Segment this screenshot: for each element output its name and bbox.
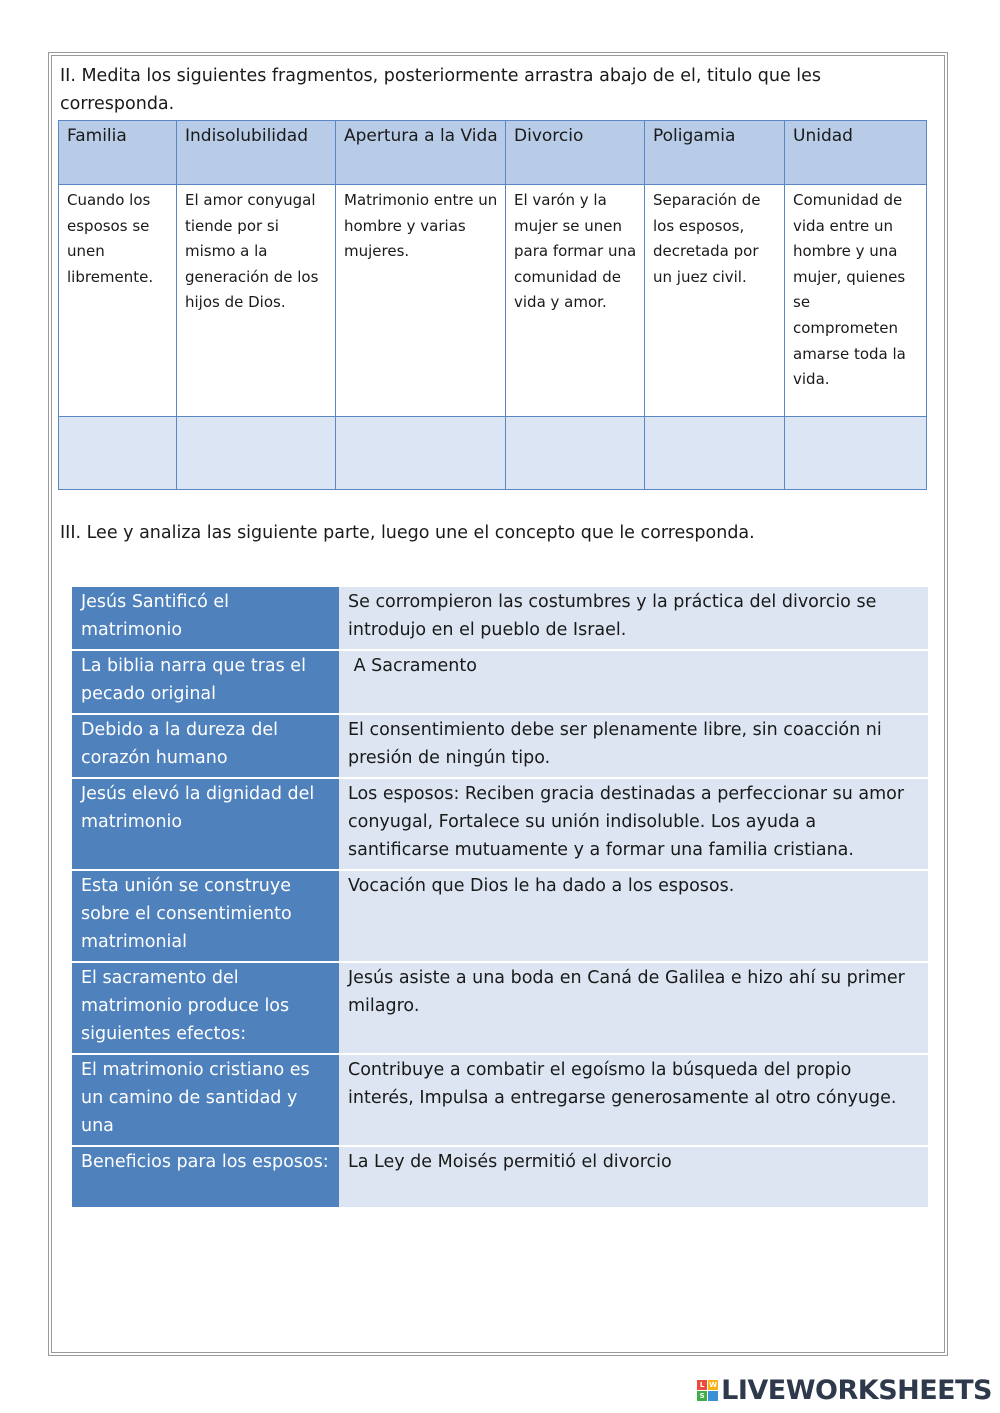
section-2-instruction: II. Medita los siguientes fragmentos, posteriormente arrastra abajo de el, titulo que les corresponda. (60, 66, 822, 114)
title-option-unidad[interactable]: Unidad (785, 121, 927, 185)
title-option-indisolubilidad[interactable]: Indisolubilidad (177, 121, 336, 185)
drop-zone-2[interactable] (177, 417, 336, 490)
title-option-poligamia[interactable]: Poligamia (645, 121, 785, 185)
logo-mark-icon: L W S (697, 1380, 718, 1401)
drop-zone-5[interactable] (645, 417, 785, 490)
definition-8[interactable]: La Ley de Moisés permitió el divorcio (339, 1146, 928, 1208)
liveworksheets-logo (697, 1373, 992, 1407)
definition-3[interactable]: El consentimiento debe ser plenamente libre, sin coacción ni presión de ningún tipo. (339, 714, 928, 778)
drop-zone-1[interactable] (59, 417, 177, 490)
concept-6[interactable]: El sacramento del matrimonio produce los siguientes efectos: (72, 962, 339, 1054)
matching-row (72, 714, 928, 778)
matching-row (72, 1054, 928, 1146)
drop-zone-6[interactable] (785, 417, 927, 490)
concept-3[interactable]: Debido a la dureza del corazón humano (72, 714, 339, 778)
drop-zone-3[interactable] (336, 417, 506, 490)
matching-row (72, 587, 928, 650)
section-3-instruction: III. Lee y analiza las siguiente parte, luego une el concepto que le corresponda. (60, 523, 755, 543)
fragment-2: El amor conyugal tiende por si mismo a la generación de los hijos de Dios. (177, 185, 336, 417)
concept-5[interactable]: Esta unión se construye sobre el consentimiento matrimonial (72, 870, 339, 962)
title-option-familia[interactable]: Familia (59, 121, 177, 185)
concept-8[interactable]: Beneficios para los esposos: (72, 1146, 339, 1208)
matching-row (72, 870, 928, 962)
matching-row (72, 778, 928, 870)
matching-row (72, 962, 928, 1054)
concept-7[interactable]: El matrimonio cristiano es un camino de santidad y una (72, 1054, 339, 1146)
definition-4[interactable]: Los esposos: Reciben gracia destinadas a perfeccionar su amor conyugal, Fortalece su unión indisoluble. Los ayuda a santificarse mutuamente y a formar una familia cristiana. (339, 778, 928, 870)
logo-text: LIVEWORKSHEETS (721, 1374, 992, 1406)
fragment-3: Matrimonio entre un hombre y varias mujeres. (336, 185, 506, 417)
definition-5[interactable]: Vocación que Dios le ha dado a los esposos. (339, 870, 928, 962)
definition-2[interactable]: A Sacramento (339, 650, 928, 714)
definition-1[interactable]: Se corrompieron las costumbres y la práctica del divorcio se introdujo en el pueblo de Israel. (339, 587, 928, 650)
fragment-5: Separación de los esposos, decretada por un juez civil. (645, 185, 785, 417)
fragment-1: Cuando los esposos se unen libremente. (59, 185, 177, 417)
title-option-apertura-a-la-vida[interactable]: Apertura a la Vida (336, 121, 506, 185)
title-option-divorcio[interactable]: Divorcio (506, 121, 645, 185)
fragment-4: El varón y la mujer se unen para formar una comunidad de vida y amor. (506, 185, 645, 417)
concept-2[interactable]: La biblia narra que tras el pecado original (72, 650, 339, 714)
concept-1[interactable]: Jesús Santificó el matrimonio (72, 587, 339, 650)
definition-6[interactable]: Jesús asiste a una boda en Caná de Galilea e hizo ahí su primer milagro. (339, 962, 928, 1054)
drop-zone-4[interactable] (506, 417, 645, 490)
fragment-6: Comunidad de vida entre un hombre y una mujer, quienes se comprometen amarse toda la vida. (785, 185, 927, 417)
concept-4[interactable]: Jesús elevó la dignidad del matrimonio (72, 778, 339, 870)
matching-table (72, 587, 928, 1209)
matching-row (72, 1146, 928, 1208)
matching-row (72, 650, 928, 714)
definition-7[interactable]: Contribuye a combatir el egoísmo la búsqueda del propio interés, Impulsa a entregarse generosamente al otro cónyuge. (339, 1054, 928, 1146)
fragments-table (58, 120, 927, 490)
